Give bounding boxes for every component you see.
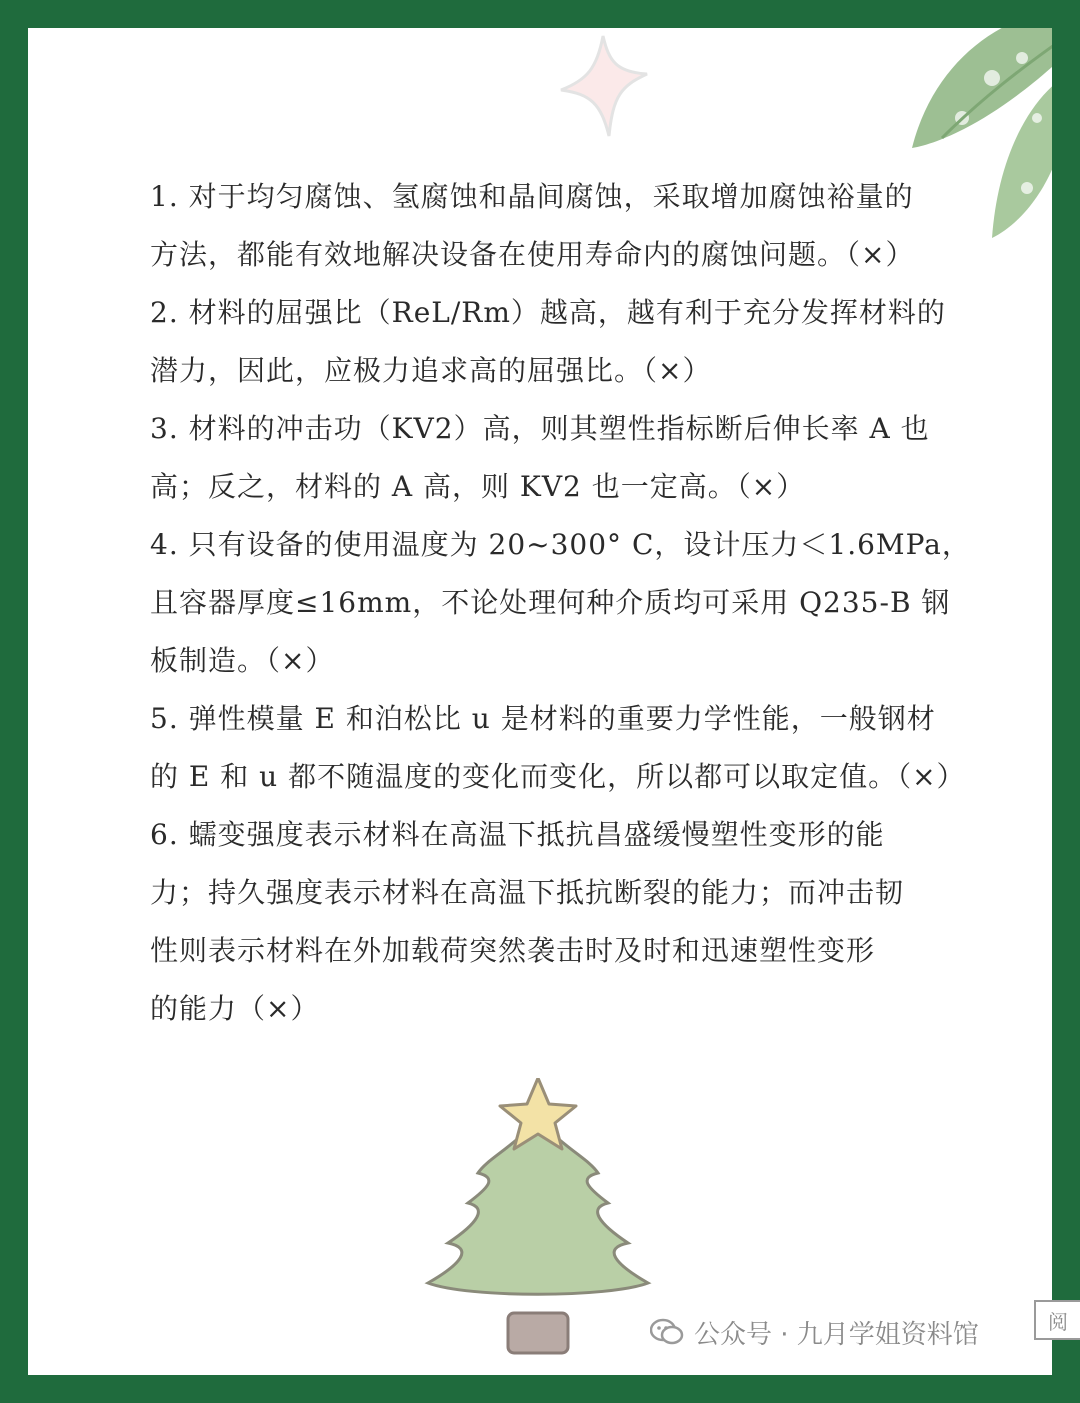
question-item [150,690,966,806]
corner-tag-text: 阅 [1048,1309,1068,1334]
question-item [150,400,950,516]
question-line: 4. 只有设备的使用温度为 20~300° C，设计压力＜1.6MPa， [150,528,971,561]
question-item [150,806,950,1038]
corner-tag [1034,1300,1080,1340]
footer-text: 公众号 · 九月学姐资料馆 [694,1319,979,1350]
question-line: 5. 弹性模量 E 和泊松比 u 是材料的重要力学性能，一般钢材 [150,702,936,735]
question-item [150,168,950,284]
question-line: 性则表示材料在外加载荷突然袭击时及时和迅速塑性变形 [150,934,876,967]
question-line: 高；反之，材料的 A 高，则 KV2 也一定高。（×） [150,470,806,503]
question-line: 的 E 和 u 都不随温度的变化而变化，所以都可以取定值。（×） [150,760,966,793]
question-line: 1. 对于均匀腐蚀、氢腐蚀和晶间腐蚀，采取增加腐蚀裕量的 [150,180,914,213]
star-decoration-icon [543,28,663,148]
question-line: 2. 材料的屈强比（ReL/Rm）越高，越有利于充分发挥材料的 [150,296,946,329]
footer-watermark [650,1312,979,1352]
question-line: 板制造。（×） [150,644,335,677]
question-line: 6. 蠕变强度表示材料在高温下抵抗昌盛缓慢塑性变形的能 [150,818,885,851]
question-item [150,284,950,400]
question-list [150,168,971,1038]
question-line: 潜力，因此，应极力追求高的屈强比。（×） [150,354,712,387]
document-page [28,28,1052,1375]
question-line: 的能力（×） [150,992,320,1025]
question-item [150,516,971,690]
question-line: 方法，都能有效地解决设备在使用寿命内的腐蚀问题。（×） [150,238,915,271]
wechat-icon [650,1318,684,1346]
question-line: 力；持久强度表示材料在高温下抵抗断裂的能力；而冲击韧 [150,876,905,909]
question-line: 且容器厚度≤16mm，不论处理何种介质均可采用 Q235-B 钢 [150,586,951,619]
question-line: 3. 材料的冲击功（KV2）高，则其塑性指标断后伸长率 A 也 [150,412,930,445]
christmas-tree-icon [408,1078,668,1368]
